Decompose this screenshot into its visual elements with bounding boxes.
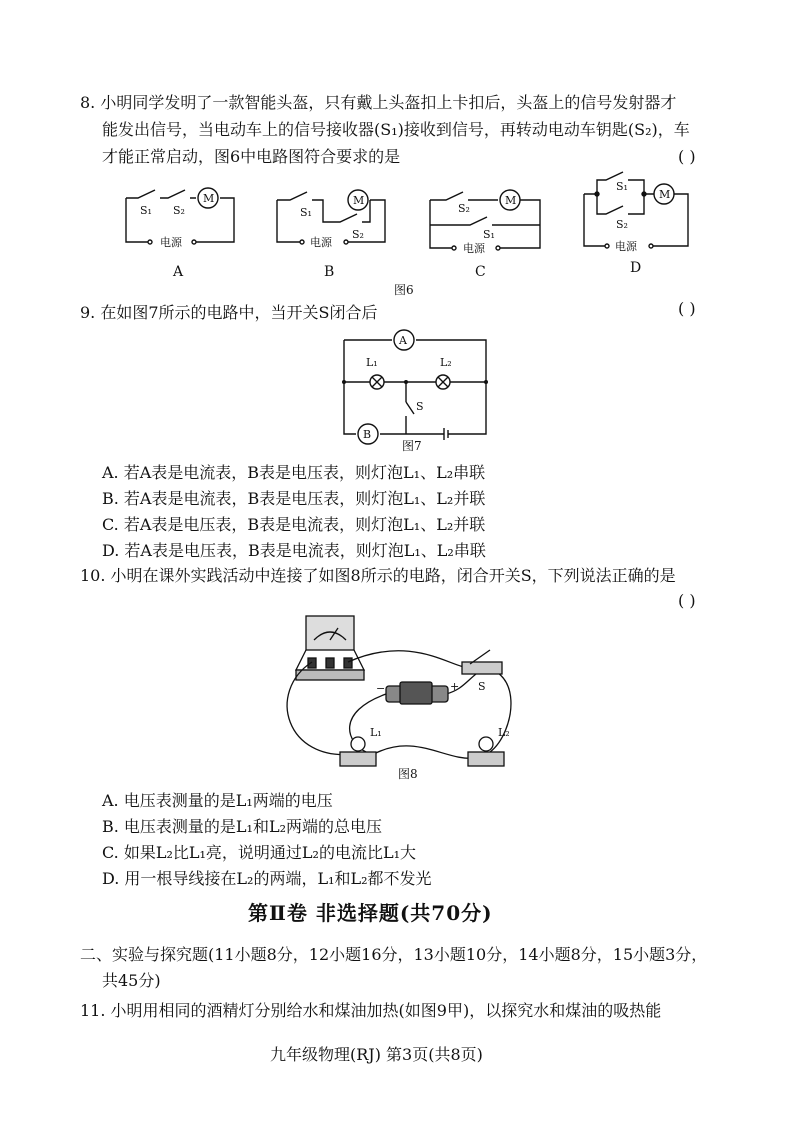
- battery-minus: −: [376, 682, 386, 695]
- lamp2-label: L₂: [440, 356, 452, 369]
- figure-7: [336, 326, 496, 453]
- circuit-d: [584, 172, 688, 248]
- option-label-c: C: [475, 264, 486, 280]
- q9-option-a: A. 若A表是电流表，B表是电压表，则灯泡L₁、L₂串联: [102, 463, 486, 482]
- battery-plus: +: [450, 680, 460, 693]
- q10-stem: 10. 小明在课外实践活动中连接了如图8所示的电路，闭合开关S，下列说法正确的是: [80, 566, 676, 585]
- lamp1-label: L₁: [366, 356, 378, 369]
- switch-label: S: [416, 400, 424, 413]
- q9-option-d: D. 若A表是电压表，B表是电流表，则灯泡L₁、L₂串联: [102, 541, 486, 560]
- q8-line-3: 才能正常启动，图6中电路图符合要求的是: [102, 147, 401, 166]
- q10-option-b: B. 电压表测量的是L₁和L₂两端的总电压: [102, 817, 383, 836]
- meter-a-label: A: [399, 334, 407, 347]
- motor-label-c: M: [505, 194, 517, 207]
- option-label-a: A: [173, 264, 184, 280]
- fig7-caption: 图7: [402, 439, 422, 453]
- s2-d: S₂: [616, 218, 628, 231]
- power-a: 电源: [160, 236, 182, 249]
- fig8-caption: 图8: [398, 767, 418, 781]
- figure-6: [0, 170, 794, 300]
- q8-line-2: 能发出信号，当电动车上的信号接收器(S₁)接收到信号，再转动电动车钥匙(S₂)，车: [102, 120, 690, 139]
- q9-option-b: B. 若A表是电流表，B表是电压表，则灯泡L₁、L₂并联: [102, 489, 486, 508]
- s2-b: S₂: [352, 228, 364, 241]
- q9-answer-paren: ( ): [678, 299, 696, 318]
- s2-c: S₂: [458, 202, 470, 215]
- s1-c: S₁: [483, 228, 495, 241]
- s2-a: S₂: [173, 204, 185, 217]
- power-b: 电源: [310, 236, 332, 249]
- q9-option-c: C. 若A表是电压表，B表是电流表，则灯泡L₁、L₂并联: [102, 515, 486, 534]
- q10-answer-paren: ( ): [678, 591, 696, 610]
- lamp2-label-fig8: L₂: [498, 726, 510, 739]
- power-d: 电源: [615, 240, 637, 253]
- meter-b-label: B: [363, 428, 372, 441]
- part-2-heading-line-2: 共45分): [102, 971, 161, 990]
- q8-line-1: 8. 小明同学发明了一款智能头盔，只有戴上头盔扣上卡扣后，头盔上的信号发射器才: [80, 93, 677, 112]
- page-footer: 九年级物理(RJ) 第3页(共8页): [270, 1045, 483, 1064]
- s1-d: S₁: [616, 180, 628, 193]
- q10-option-c: C. 如果L₂比L₁亮，说明通过L₂的电流比L₁大: [102, 843, 417, 862]
- s1-b: S₁: [300, 206, 312, 219]
- lamp1-label-fig8: L₁: [370, 726, 382, 739]
- q9-stem: 9. 在如图7所示的电路中，当开关S闭合后: [80, 303, 378, 322]
- switch-s-label: S: [478, 680, 486, 693]
- option-label-b: B: [324, 264, 335, 280]
- s1-a: S₁: [140, 204, 152, 217]
- figure-8: [276, 612, 536, 782]
- part-2-heading-line-1: 二、实验与探究题(11小题8分，12小题16分，13小题10分，14小题8分，15小题3分，: [80, 945, 708, 964]
- circuit-c: [430, 190, 540, 250]
- q8-answer-paren: ( ): [678, 147, 696, 166]
- q11-line-1: 11. 小明用相同的酒精灯分别给水和煤油加热(如图9甲)，以探究水和煤油的吸热能: [80, 1001, 662, 1020]
- q10-option-d: D. 用一根导线接在L₂的两端，L₁和L₂都不发光: [102, 869, 432, 888]
- motor-label-b: M: [353, 194, 365, 207]
- q10-option-a: A. 电压表测量的是L₁两端的电压: [102, 791, 333, 810]
- power-c: 电源: [463, 242, 485, 255]
- option-label-d: D: [630, 260, 642, 276]
- motor-label-d: M: [659, 188, 671, 201]
- fig6-caption: 图6: [394, 283, 414, 297]
- section-2-title: 第Ⅱ卷 非选择题(共70分): [248, 901, 493, 925]
- motor-label-a: M: [203, 192, 215, 205]
